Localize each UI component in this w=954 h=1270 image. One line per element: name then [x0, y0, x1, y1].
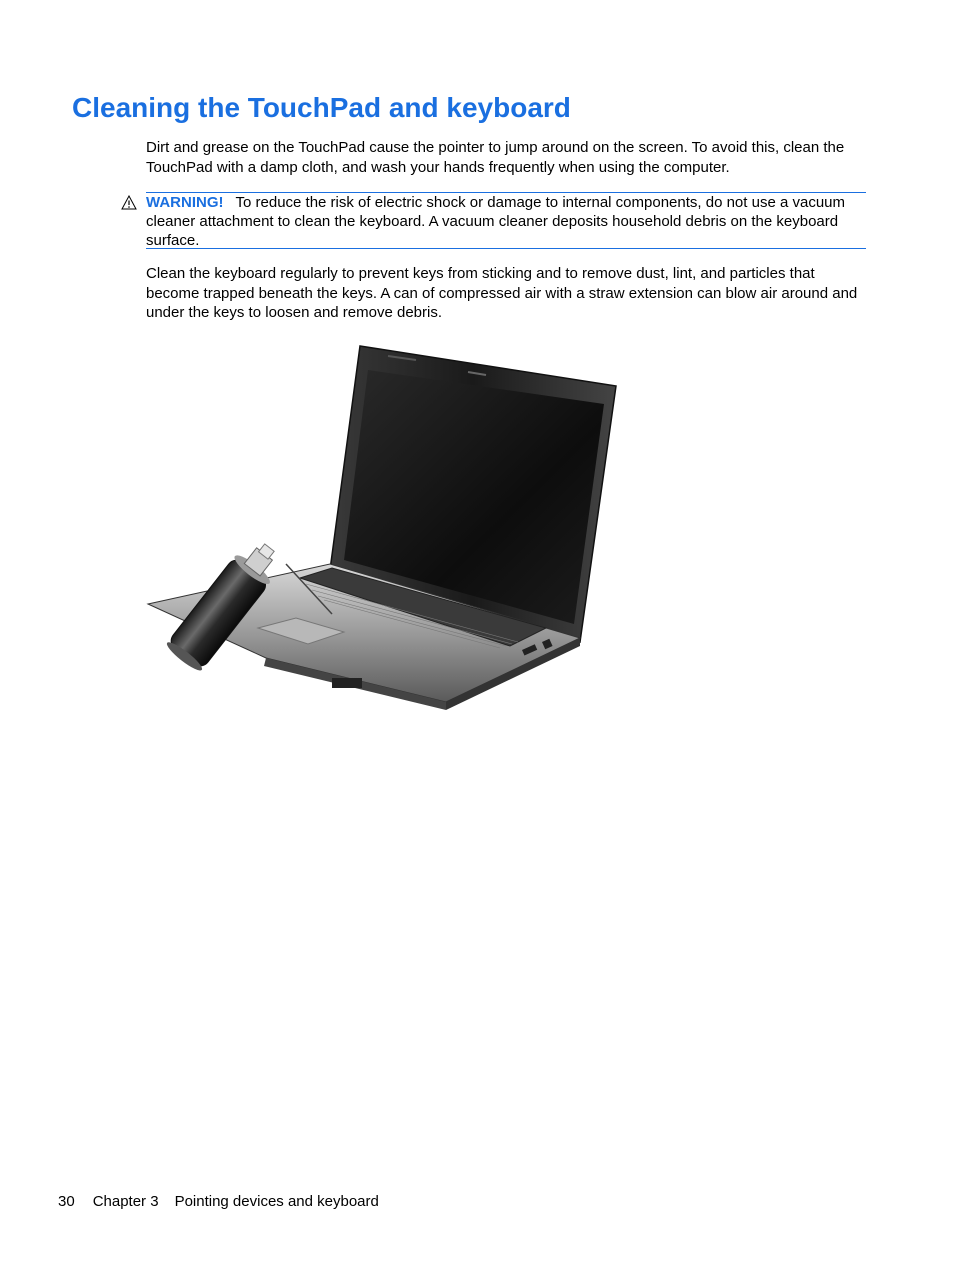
page-number: 30 — [58, 1193, 75, 1210]
chapter-title: Pointing devices and keyboard — [174, 1193, 379, 1210]
warning-text: To reduce the risk of electric shock or damage to internal components, do not use a vacuum cleaner attachment to clean the keyboard. A vacuum cleaner deposits household debris on the keyboard surface. — [146, 194, 845, 249]
chapter-label: Chapter 3 — [92, 1193, 159, 1210]
laptop-with-compressed-air-can-icon — [146, 342, 622, 712]
warning-callout — [146, 192, 866, 249]
warning-triangle-icon — [121, 195, 137, 210]
page-footer — [58, 1192, 379, 1211]
warning-label: WARNING! — [146, 194, 224, 211]
touchpad-paragraph: Dirt and grease on the TouchPad cause the pointer to jump around on the screen. To avoid this, clean the TouchPad with a damp cloth, and wash your hands frequently when using the computer. — [146, 139, 845, 176]
page-title: Cleaning the TouchPad and keyboard — [72, 92, 571, 123]
keyboard-paragraph: Clean the keyboard regularly to prevent keys from sticking and to remove dust, lint, and particles that become trapped beneath the keys. A can of compressed air with a straw extension can blow air around and under the keys to loosen and remove debris. — [146, 265, 858, 321]
